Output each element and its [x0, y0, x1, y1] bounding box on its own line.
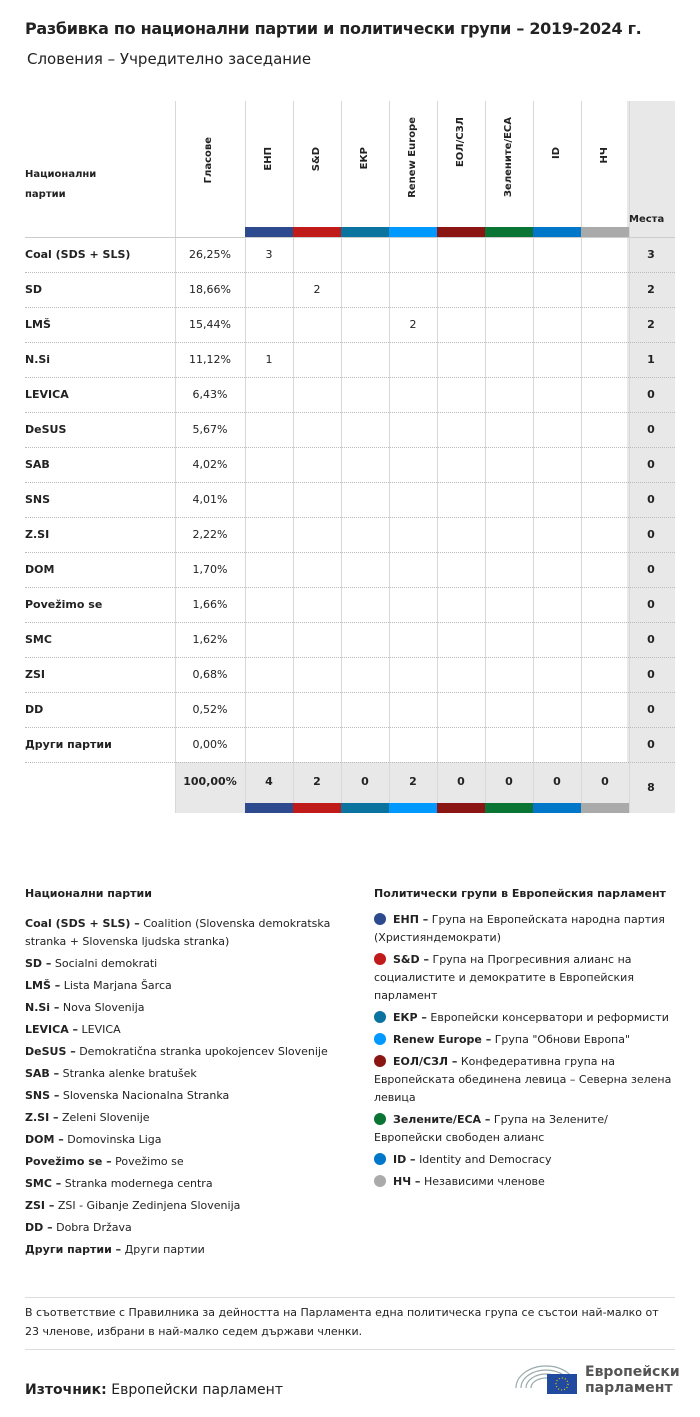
legend-abbr: SD –	[25, 957, 52, 970]
logo-line1: Европейски	[585, 1364, 680, 1380]
total-seats: 8	[647, 781, 655, 794]
group-color-dot-icon	[374, 1153, 386, 1165]
legend-abbr: ЕКР –	[393, 1011, 427, 1024]
legend-name: Domovinska Liga	[67, 1133, 162, 1146]
row-divider	[25, 377, 675, 378]
column-divider	[341, 101, 342, 813]
party-legend-item	[25, 1087, 355, 1105]
group-color-bar	[437, 227, 485, 237]
legend-abbr: LMŠ –	[25, 979, 61, 992]
group-seats: 3	[265, 248, 273, 261]
ep-logo	[513, 1358, 678, 1398]
party-legend-item	[25, 1175, 355, 1193]
party-name: DD	[25, 703, 44, 716]
legend-abbr: Povežimo se –	[25, 1155, 112, 1168]
group-color-bar	[581, 227, 629, 237]
party-seats: 0	[647, 563, 655, 576]
legend-abbr: DeSUS –	[25, 1045, 76, 1058]
group-color-dot-icon	[374, 1055, 386, 1067]
party-votes: 4,02%	[192, 458, 228, 471]
logo-line2: парламент	[585, 1380, 673, 1396]
party-name: SD	[25, 283, 43, 296]
party-name: DeSUS	[25, 423, 67, 436]
party-seats: 0	[647, 738, 655, 751]
row-divider	[25, 482, 675, 483]
group-total: 2	[313, 775, 321, 788]
party-name: N.Si	[25, 353, 51, 366]
legend-abbr: DOM –	[25, 1133, 64, 1146]
row-divider	[25, 762, 675, 763]
party-votes: 1,66%	[192, 598, 228, 611]
group-color-bar	[389, 803, 437, 813]
group-legend-item	[374, 1151, 679, 1169]
page-subtitle: Словения – Учредително заседание	[27, 50, 312, 68]
group-color-bar	[533, 803, 581, 813]
legend-name: Конфедеративна група на Европейската обединена левица – Северна зелена левица	[374, 1055, 672, 1104]
party-votes: 15,44%	[189, 318, 231, 331]
group-legend-item	[374, 1053, 679, 1107]
party-votes: 0,68%	[192, 668, 228, 681]
column-divider	[581, 101, 582, 813]
row-divider	[25, 342, 675, 343]
group-color-bar	[437, 803, 485, 813]
group-color-dot-icon	[374, 953, 386, 965]
row-divider	[25, 657, 675, 658]
legend-name: Група на Зелените/ Европейски свободен алианс	[374, 1113, 608, 1144]
group-legend-item	[374, 911, 679, 947]
source	[25, 1382, 283, 1398]
group-color-bar	[533, 227, 581, 237]
party-seats: 0	[647, 388, 655, 401]
header-party: Национални партии	[25, 169, 97, 200]
group-total: 0	[601, 775, 609, 788]
legend-abbr: Z.SI –	[25, 1111, 59, 1124]
group-seats: 2	[409, 318, 417, 331]
party-name: Други партии	[25, 738, 112, 751]
party-votes: 1,62%	[192, 633, 228, 646]
legend-abbr: DD –	[25, 1221, 53, 1234]
party-votes: 1,70%	[192, 563, 228, 576]
header-group: Зелените/ЕСА	[503, 117, 514, 198]
group-legend-title: Политически групи в Европейския парламент	[374, 887, 666, 900]
group-color-bar	[245, 803, 293, 813]
party-votes: 6,43%	[192, 388, 228, 401]
row-divider	[25, 272, 675, 273]
party-legend-item	[25, 1153, 355, 1171]
group-total: 0	[457, 775, 465, 788]
party-seats: 0	[647, 423, 655, 436]
legend-abbr: Renew Europe –	[393, 1033, 492, 1046]
party-votes: 2,22%	[192, 528, 228, 541]
header-group: ЕКР	[359, 147, 370, 170]
party-seats: 0	[647, 493, 655, 506]
total-votes: 100,00%	[183, 775, 237, 788]
legend-abbr: Coal (SDS + SLS) –	[25, 917, 140, 930]
row-divider	[25, 622, 675, 623]
group-legend-item	[374, 1111, 679, 1147]
legend-name: Slovenska Nacionalna Stranka	[62, 1089, 230, 1102]
party-legend-item	[25, 977, 355, 995]
legend-name: Други партии	[124, 1243, 205, 1256]
party-seats: 0	[647, 458, 655, 471]
divider	[25, 1349, 675, 1350]
row-divider	[25, 692, 675, 693]
source-value: Европейски парламент	[111, 1382, 283, 1398]
legend-name: Povežimo se	[115, 1155, 184, 1168]
header-group: Renew Europe	[407, 117, 418, 198]
party-seats: 0	[647, 528, 655, 541]
party-name: Povežimo se	[25, 598, 103, 611]
party-votes: 26,25%	[189, 248, 231, 261]
legend-abbr: S&D –	[393, 953, 429, 966]
legend-name: Dobra Država	[56, 1221, 132, 1234]
row-divider	[25, 727, 675, 728]
party-legend-item	[25, 955, 355, 973]
group-legend-item	[374, 1173, 679, 1191]
legend-name: Stranka alenke bratušek	[62, 1067, 197, 1080]
header-seats: Места	[629, 214, 665, 225]
group-legend-item	[374, 951, 679, 1005]
party-votes: 0,52%	[192, 703, 228, 716]
legend-abbr: Зелените/ЕСА –	[393, 1113, 491, 1126]
party-legend-item	[25, 1219, 355, 1237]
legend-name: Nova Slovenija	[62, 1001, 145, 1014]
party-seats: 0	[647, 668, 655, 681]
group-seats: 1	[265, 353, 273, 366]
party-name: ZSI	[25, 668, 45, 681]
group-seats: 2	[313, 283, 321, 296]
party-seats: 1	[647, 353, 655, 366]
group-total: 4	[265, 775, 273, 788]
party-seats: 0	[647, 703, 655, 716]
header-group: ЕНП	[263, 147, 274, 171]
legend-name: Demokratična stranka upokojencev Slovenije	[79, 1045, 328, 1058]
row-divider	[25, 307, 675, 308]
group-color-bar	[581, 803, 629, 813]
party-seats: 2	[647, 318, 655, 331]
legend-abbr: ZSI –	[25, 1199, 55, 1212]
row-divider	[25, 517, 675, 518]
column-divider	[485, 101, 486, 813]
legend-name: Stranka modernega centra	[64, 1177, 213, 1190]
row-divider	[25, 587, 675, 588]
legend-abbr: SNS –	[25, 1089, 60, 1102]
legend-abbr: ЕОЛ/СЗЛ –	[393, 1055, 458, 1068]
party-legend-item	[25, 915, 355, 951]
column-divider	[293, 101, 294, 813]
legend-abbr: НЧ –	[393, 1175, 421, 1188]
page-title: Разбивка по национални партии и политически групи – 2019-2024 г.	[25, 19, 642, 38]
legend-name: Lista Marjana Šarca	[63, 979, 172, 992]
row-divider	[25, 412, 675, 413]
column-divider	[389, 101, 390, 813]
group-total: 0	[505, 775, 513, 788]
legend-name: Група на Прогресивния алианс на социалистите и демократите в Европейския парламент	[374, 953, 634, 1002]
legend-abbr: ЕНП –	[393, 913, 429, 926]
header-group: S&D	[311, 147, 322, 172]
legend-abbr: LEVICA –	[25, 1023, 79, 1036]
party-votes: 4,01%	[192, 493, 228, 506]
party-legend-item	[25, 1197, 355, 1215]
results-table	[25, 101, 675, 813]
legend-name: Zeleni Slovenije	[62, 1111, 150, 1124]
group-color-dot-icon	[374, 1033, 386, 1045]
group-color-bar	[245, 227, 293, 237]
group-legend-item	[374, 1031, 679, 1049]
group-color-bar	[293, 227, 341, 237]
group-legend	[374, 885, 679, 1195]
group-color-bar	[485, 803, 533, 813]
party-legend-item	[25, 1065, 355, 1083]
header-group: ЕОЛ/СЗЛ	[455, 117, 466, 168]
party-name: SNS	[25, 493, 51, 506]
party-seats: 0	[647, 633, 655, 646]
legend-name: Socialni demokrati	[54, 957, 158, 970]
header-votes: Гласове	[203, 137, 214, 184]
party-legend-item	[25, 1109, 355, 1127]
group-color-dot-icon	[374, 913, 386, 925]
group-color-bar	[341, 803, 389, 813]
legend-abbr: ID –	[393, 1153, 416, 1166]
party-votes: 18,66%	[189, 283, 231, 296]
header-group: ID	[551, 147, 562, 160]
group-color-dot-icon	[374, 1175, 386, 1187]
party-legend-item	[25, 1241, 355, 1259]
group-total: 0	[553, 775, 561, 788]
party-seats: 0	[647, 598, 655, 611]
party-name: SMC	[25, 633, 52, 646]
group-color-bar	[341, 227, 389, 237]
legend-name: Група "Обнови Европа"	[494, 1033, 631, 1046]
group-color-bar	[293, 803, 341, 813]
group-total: 2	[409, 775, 417, 788]
party-seats: 2	[647, 283, 655, 296]
party-name: SAB	[25, 458, 50, 471]
party-legend	[25, 885, 355, 1263]
header-group: НЧ	[599, 147, 610, 164]
party-votes: 11,12%	[189, 353, 231, 366]
party-legend-item	[25, 1021, 355, 1039]
parliament-hemicycle-icon	[513, 1358, 579, 1396]
party-legend-item	[25, 1131, 355, 1149]
column-divider	[533, 101, 534, 813]
party-votes: 0,00%	[192, 738, 228, 751]
source-label: Източник:	[25, 1382, 107, 1398]
legend-name: Независими членове	[423, 1175, 545, 1188]
group-legend-item	[374, 1009, 679, 1027]
divider	[25, 1297, 675, 1298]
legend-abbr: SAB –	[25, 1067, 60, 1080]
legend-name: LEVICA	[81, 1023, 121, 1036]
group-color-bar	[389, 227, 437, 237]
legend-abbr: SMC –	[25, 1177, 62, 1190]
group-color-bar	[485, 227, 533, 237]
legend-abbr: N.Si –	[25, 1001, 60, 1014]
party-legend-title: Национални партии	[25, 887, 152, 900]
party-name: DOM	[25, 563, 55, 576]
row-divider	[25, 447, 675, 448]
column-divider	[245, 101, 246, 813]
legend-name: Coalition (Slovenska demokratska stranka + Slovenska ljudska stranka)	[25, 917, 331, 948]
party-name: LMŠ	[25, 318, 51, 331]
party-legend-item	[25, 1043, 355, 1061]
column-divider	[437, 101, 438, 813]
party-legend-item	[25, 999, 355, 1017]
party-votes: 5,67%	[192, 423, 228, 436]
legend-name: ZSI - Gibanje Zedinjena Slovenija	[57, 1199, 241, 1212]
row-divider	[25, 552, 675, 553]
party-name: LEVICA	[25, 388, 69, 401]
party-name: Z.SI	[25, 528, 50, 541]
legend-name: Група на Европейската народна партия (Християндемократи)	[374, 913, 665, 944]
footnote: В съответствие с Правилника за дейността на Парламента една политическа група се състои най-малко от 23 членове, избрани в най-малко седем държави членки.	[25, 1306, 659, 1338]
group-total: 0	[361, 775, 369, 788]
party-name: Coal (SDS + SLS)	[25, 248, 131, 261]
legend-abbr: Други партии –	[25, 1243, 122, 1256]
party-seats: 3	[647, 248, 655, 261]
legend-name: Identity and Democracy	[419, 1153, 552, 1166]
group-color-dot-icon	[374, 1011, 386, 1023]
group-color-dot-icon	[374, 1113, 386, 1125]
legend-name: Европейски консерватори и реформисти	[430, 1011, 669, 1024]
